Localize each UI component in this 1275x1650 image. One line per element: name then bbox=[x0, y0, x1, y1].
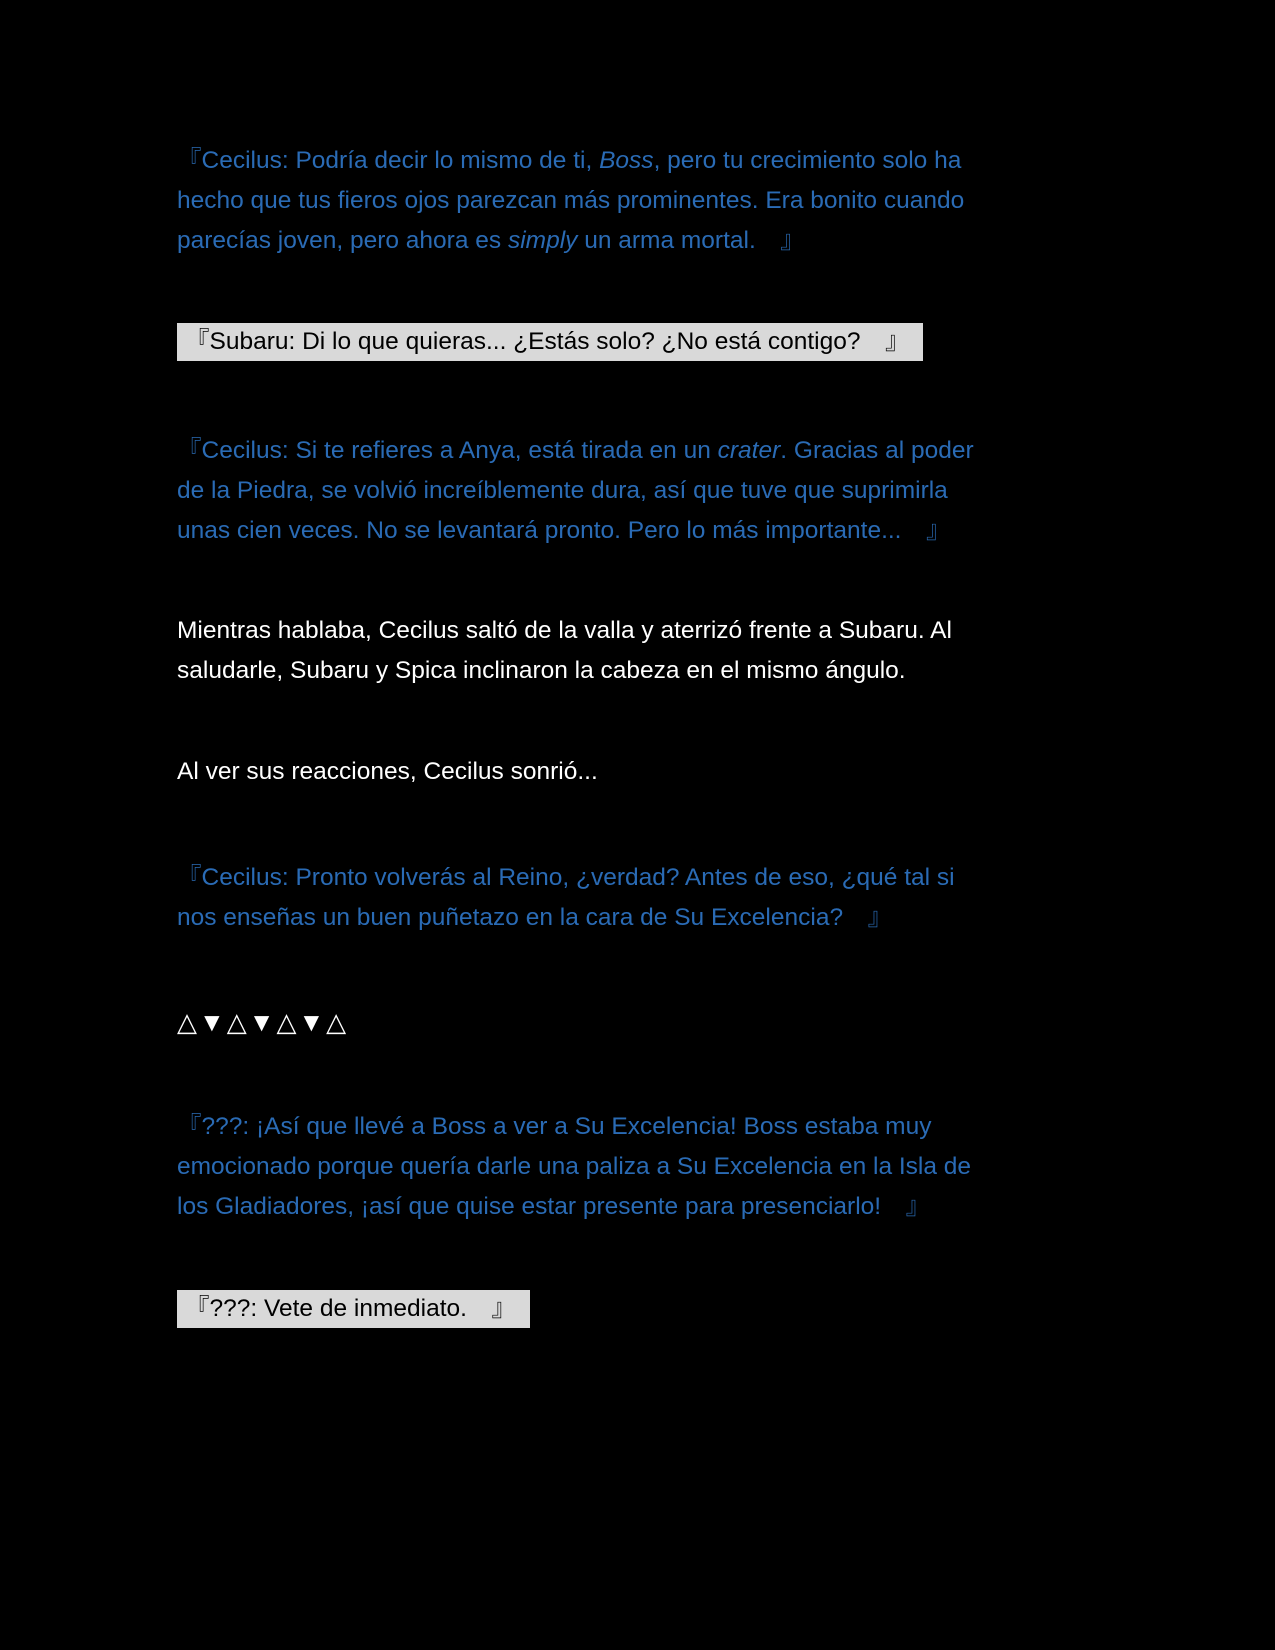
text-line: saludarle, Subaru y Spica inclinaron la cabeza en el mismo ángulo. bbox=[177, 657, 906, 684]
italic-word: Boss bbox=[599, 147, 654, 174]
paragraph bbox=[177, 141, 964, 261]
text-line: 『Cecilus: Podría decir lo mismo de ti, Boss, pero tu crecimiento solo ha bbox=[177, 147, 962, 174]
text-line: emocionado porque quería darle una paliza a Su Excelencia en la Isla de bbox=[177, 1153, 972, 1180]
text-line: 『Cecilus: Pronto volverás al Reino, ¿verdad? Antes de eso, ¿qué tal si bbox=[177, 864, 955, 891]
paragraph bbox=[177, 1107, 971, 1227]
paragraph bbox=[177, 858, 955, 938]
text-line: Al ver sus reacciones, Cecilus sonrió... bbox=[177, 758, 598, 785]
paragraph bbox=[177, 611, 952, 691]
text-line: nos enseñas un buen puñetazo en la cara de Su Excelencia? 』 bbox=[177, 904, 893, 931]
paragraph bbox=[177, 1289, 530, 1329]
text-line: de la Piedra, se volvió increíblemente dura, así que tuve que suprimirla bbox=[177, 477, 948, 504]
paragraph bbox=[177, 752, 598, 792]
scene-separator bbox=[177, 1002, 348, 1044]
document-page bbox=[177, 0, 1097, 1650]
highlighted-dialogue: 『Subaru: Di lo que quieras... ¿Estás solo? ¿No está contigo? 』 bbox=[177, 323, 923, 361]
paragraph bbox=[177, 431, 974, 551]
italic-word: crater bbox=[717, 437, 781, 464]
text-line: Mientras hablaba, Cecilus saltó de la valla y aterrizó frente a Subaru. Al bbox=[177, 617, 952, 644]
text-line: 『???: ¡Así que llevé a Boss a ver a Su Excelencia! Boss estaba muy bbox=[177, 1113, 932, 1140]
paragraph bbox=[177, 322, 923, 362]
text-line: hecho que tus fieros ojos parezcan más prominentes. Era bonito cuando bbox=[177, 187, 965, 214]
text-line: unas cien veces. No se levantará pronto. Pero lo más importante... 』 bbox=[177, 517, 951, 544]
text-line: los Gladiadores, ¡así que quise estar presente para presenciarlo! 』 bbox=[177, 1193, 931, 1220]
separator-glyphs: △▼△▼△▼△ bbox=[177, 1007, 349, 1037]
text-line: 『Cecilus: Si te refieres a Anya, está tirada en un crater. Gracias al poder bbox=[177, 437, 974, 464]
text-line: parecías joven, pero ahora es simply un arma mortal. 』 bbox=[177, 227, 805, 254]
italic-word: simply bbox=[507, 227, 578, 254]
highlighted-dialogue: 『???: Vete de inmediato. 』 bbox=[177, 1290, 530, 1328]
